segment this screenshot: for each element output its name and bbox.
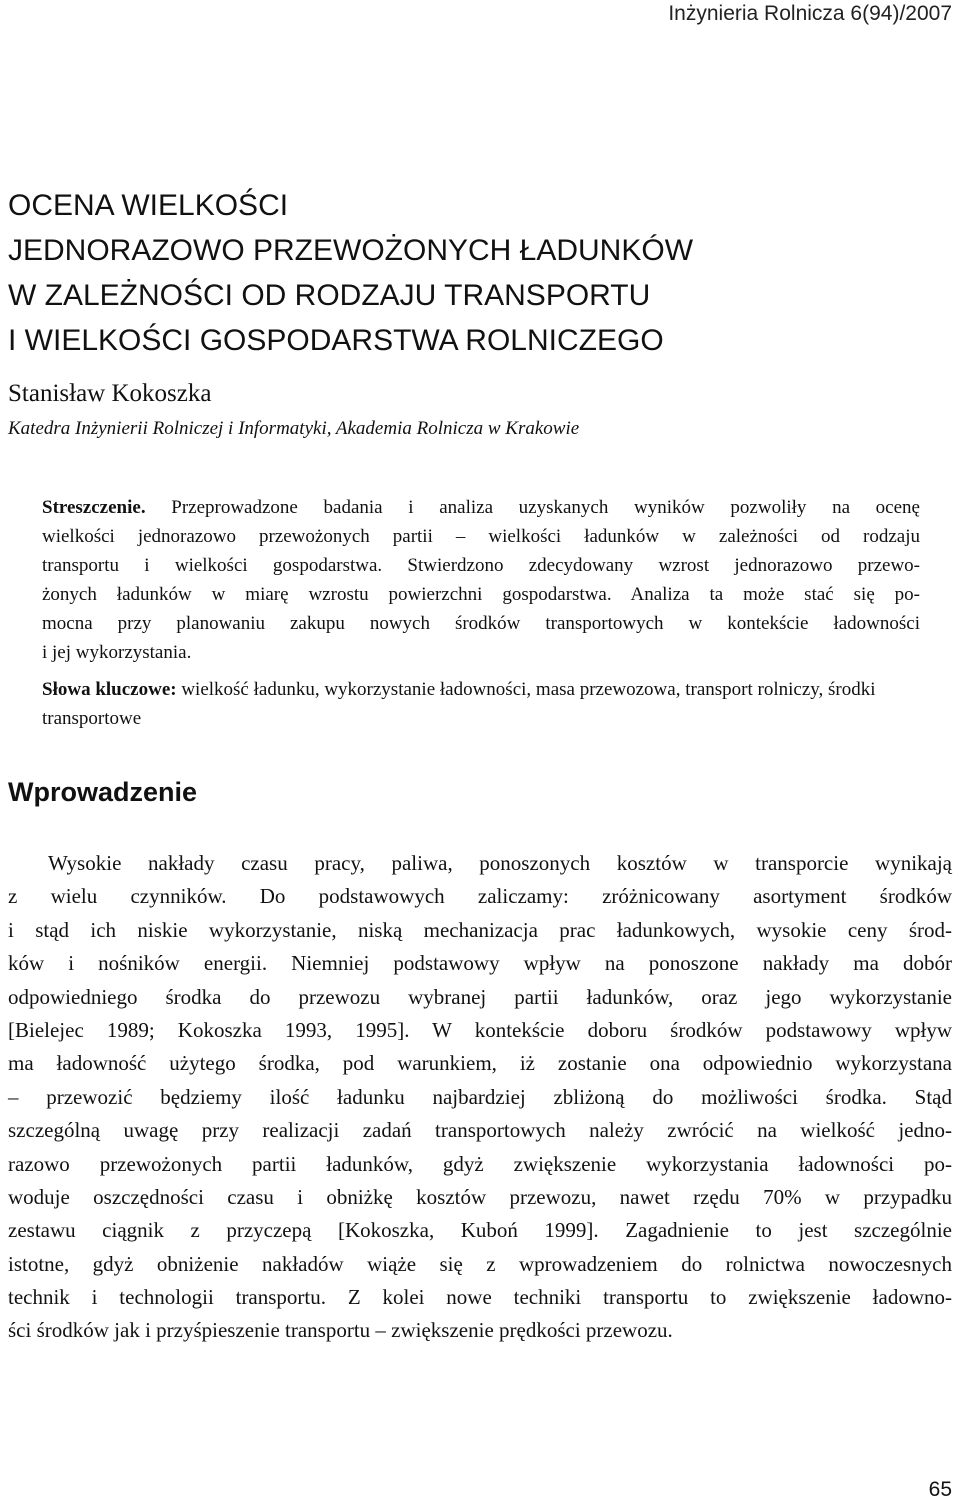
abstract-line xyxy=(42,493,920,522)
body-line: woduje oszczędności czasu i obniżkę kosztów przewozu, nawet rzędu 70% w przypadku xyxy=(8,1184,952,1209)
body-line: – przewozić będziemy ilość ładunku najbardziej zbliżoną do możliwości środka. Stąd xyxy=(8,1084,952,1109)
body-line: Wysokie nakłady czasu pracy, paliwa, ponoszonych kosztów w transporcie wynikają xyxy=(48,851,952,875)
body-line: [Bielejec 1989; Kokoszka 1993, 1995]. W kontekście doboru środków podstawowy wpływ xyxy=(8,1017,952,1042)
journal-header: Inżynieria Rolnicza 6(94)/2007 xyxy=(668,2,952,25)
body-line: z wielu czynników. Do podstawowych zaliczamy: zróżnicowany asortyment środków xyxy=(8,884,952,909)
body-line: i stąd ich niskie wykorzystanie, niską mechanizacja prac ładunkowych, wysokie ceny środ- xyxy=(8,917,952,942)
body-line: technik i technologii transportu. Z kolei nowe techniki transportu to zwiększenie ładowno- xyxy=(8,1285,952,1310)
abstract xyxy=(42,493,920,667)
body-line: ków i nośników energii. Niemniej podstawowy wpływ na ponoszone nakłady ma dobór xyxy=(8,951,952,976)
abstract-line: mocna przy planowaniu zakupu nowych środków transportowych w kontekście ładowności xyxy=(42,613,920,634)
body-line: istotne, gdyż obniżenie nakładów wiąże się z wprowadzeniem do rolnictwa nowoczesnych xyxy=(8,1251,952,1276)
body-paragraph xyxy=(8,847,952,1348)
keywords-text: wielkość ładunku, wykorzystanie ładowności, masa przewozowa, transport rolniczy, środki transportowe xyxy=(42,679,876,729)
body-line: ści środków jak i przyśpieszenie transportu – zwiększenie prędkości przewozu. xyxy=(8,1318,673,1343)
abstract-label: Streszczenie. xyxy=(42,497,146,518)
keywords xyxy=(42,675,920,733)
body-line: szczególną uwagę przy realizacji zadań transportowych należy zwrócić na wielkość jedno- xyxy=(8,1118,952,1143)
page-number: 65 xyxy=(928,1478,952,1501)
body-line: zestawu ciągnik z przyczepą [Kokoszka, Kuboń 1999]. Zagadnienie to jest szczególnie xyxy=(8,1218,952,1243)
abstract-line: transportu i wielkości gospodarstwa. Stwierdzono zdecydowany wzrost jednorazowo przewo- xyxy=(42,555,920,576)
body-line: razowo przewożonych partii ładunków, gdyż zwiększenie wykorzystania ładowności po- xyxy=(8,1151,952,1176)
section-heading: Wprowadzenie xyxy=(8,777,198,807)
title-line: W ZALEŻNOŚCI OD RODZAJU TRANSPORTU xyxy=(8,279,651,312)
title-line: JEDNORAZOWO PRZEWOŻONYCH ŁADUNKÓW xyxy=(8,234,694,267)
author-name: Stanisław Kokoszka xyxy=(8,380,212,407)
body-line: ma ładowność użytego środka, pod warunkiem, iż zostanie ona odpowiednio wykorzystana xyxy=(8,1051,952,1076)
keywords-label: Słowa kluczowe: xyxy=(42,679,177,700)
abstract-line: wielkości jednorazowo przewożonych partii – wielkości ładunków w zależności od rodzaju xyxy=(42,526,920,547)
title-line: OCENA WIELKOŚCI xyxy=(8,189,289,222)
abstract-text: Przeprowadzone badania i analiza uzyskanych wyników pozwoliły na ocenę xyxy=(145,497,920,518)
abstract-line: żonych ładunków w miarę wzrostu powierzchni gospodarstwa. Analiza ta może stać się po- xyxy=(42,584,920,605)
abstract-line: i jej wykorzystania. xyxy=(42,642,192,663)
author-affiliation: Katedra Inżynierii Rolniczej i Informatyki, Akademia Rolnicza w Krakowie xyxy=(8,418,580,439)
body-line: odpowiedniego środka do przewozu wybranej partii ładunków, oraz jego wykorzystanie xyxy=(8,984,952,1009)
paper-title xyxy=(8,183,948,363)
title-line: I WIELKOŚCI GOSPODARSTWA ROLNICZEGO xyxy=(8,324,664,357)
